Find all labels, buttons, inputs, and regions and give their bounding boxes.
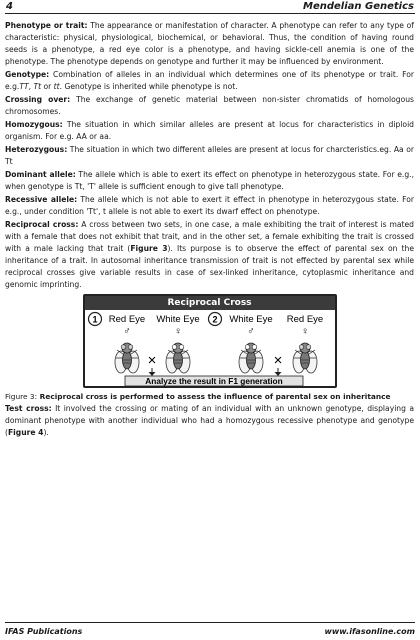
paragraph-heterozygous [5, 144, 414, 168]
genotype-sep-1: , [28, 81, 34, 91]
white-eye-icon [252, 344, 257, 349]
term-homozygous: Homozygous: [5, 119, 63, 129]
white-eye-icon [245, 344, 250, 349]
genotype-example-3: tt [53, 81, 60, 91]
term-heterozygous: Heterozygous: [5, 144, 68, 154]
paragraph-test-cross [5, 403, 414, 439]
genotype-sep-2: or [41, 81, 54, 91]
figure-3-reference: Figure 3 [130, 243, 168, 253]
definition-reciprocal-cross-b: ). Its purpose is to observe the effect of parental sex on the inheritance of a trait. In autosomal inheritance transmission of trait is not effected by parental sex while reciprocal crosses give variable results in case of sex-linked inheritance, cytoplasmic inheritance and genomic imprinting. [5, 243, 414, 289]
set-1-male-label: Red Eye [108, 313, 145, 325]
definition-heterozygous: The situation in which two different alleles are present at locus for charcteristics.eg. Aa or Tt [5, 144, 414, 166]
paragraph-crossing-over [5, 94, 414, 118]
red-eye-icon [299, 344, 304, 349]
definition-genotype-a: Combination of alleles in an individual which determines one of its phenotype or trait. For e.g. [5, 69, 414, 91]
reciprocal-cross-figure [83, 294, 337, 388]
genotype-example-1: TT [19, 81, 29, 91]
definition-test-cross-b: ). [43, 428, 49, 438]
definition-reciprocal-cross-a: A cross between two sets, in one case, a male exhibiting the trait of interest is mated with a female that does not exhibit that trait, and in the other set, a female exhibiting the trait is crossed with a male lacking that trait ( [5, 219, 414, 253]
set-2-male-label: White Eye [228, 313, 273, 325]
term-phenotype: Phenotype or trait: [5, 21, 88, 30]
figure-title: Reciprocal Cross [85, 296, 335, 310]
term-crossing-over: Crossing over: [5, 94, 71, 104]
paragraph-dominant-allele [5, 169, 414, 193]
definition-homozygous: The situation in which similar alleles are present at locus for characteristics in diploid organism. For e.g. AA or aa. [5, 119, 414, 141]
set-2-male-symbol: ♂ [246, 325, 255, 337]
term-reciprocal-cross: Reciprocal cross: [5, 219, 79, 229]
red-eye-icon [306, 344, 311, 349]
set-2-number: 2 [211, 313, 218, 324]
set-1-male-fly [115, 343, 139, 373]
figure-caption [5, 391, 414, 403]
set-2-female-label: Red Eye [286, 313, 323, 325]
set-1-male-symbol: ♂ [122, 325, 131, 337]
definition-phenotype: The appearance or manifestation of character. A phenotype can refer to any type of characteristic: physical, physiological, biochemical, or behavioral. Thus, the condition of having round seeds is a phenotype, a red eye color is a phenotype, and having sickle-cell anemia is one of the phenotype. The phenotype depends on genotype and further it may be influenced by environment. [5, 21, 414, 66]
red-eye-icon [121, 344, 126, 349]
set-2-male-fly [239, 343, 263, 373]
definition-genotype-b: . Genotype is inherited while phenotype is not. [59, 81, 238, 91]
footer-website[interactable]: www.ifasonline.com [324, 627, 415, 636]
set-2-female-symbol: ♀ [300, 325, 309, 337]
paragraph-genotype [5, 69, 414, 93]
running-title: Mendelian Genetics [303, 1, 414, 12]
result-bar-text: Analyze the result in F1 generation [144, 375, 283, 386]
footer-publisher: IFAS Publications [5, 627, 83, 636]
term-dominant-allele: Dominant allele: [5, 169, 76, 179]
set-2-cross-symbol: × [273, 351, 282, 369]
term-test-cross: Test cross: [5, 404, 52, 414]
set-1-female-symbol: ♀ [173, 325, 182, 337]
page-footer [5, 622, 415, 636]
definition-dominant-allele: The allele which is able to exert its effect on phenotype in heterozygous state. For e.g., when genotype is Tt, 'T' allele is sufficient enough to give tall phenotype. [5, 169, 414, 191]
figure-4-reference: Figure 4 [7, 428, 44, 438]
figure-illustration [85, 310, 335, 386]
page-content [5, 20, 414, 440]
paragraph-recessive-allele [5, 194, 414, 218]
definition-crossing-over: The exchange of genetic material between non-sister chromatids of homologous chromosomes. [5, 94, 414, 116]
set-2-female-fly [293, 343, 317, 373]
paragraph-phenotype [5, 20, 414, 68]
white-eye-icon [179, 344, 184, 349]
page-header [5, 0, 415, 14]
figure-caption-label: Figure 3: [5, 391, 38, 401]
definition-recessive-allele: The allele which is not able to exert it effect in phenotype in heterozygous state. For e.g., under condition 'Tt', t allele is not able to exert its dwarf effect on phenotype. [5, 194, 415, 216]
white-eye-icon [172, 344, 177, 349]
red-eye-icon [128, 344, 133, 349]
set-1-number: 1 [91, 313, 98, 324]
paragraph-reciprocal-cross [5, 219, 414, 291]
figure-caption-text: Reciprocal cross is performed to assess the influence of parental sex on inheritance [37, 391, 391, 401]
term-genotype: Genotype: [5, 69, 50, 79]
set-1-cross-symbol: × [147, 351, 156, 369]
paragraph-homozygous [5, 119, 414, 143]
page-number: 4 [6, 1, 13, 12]
set-1-female-fly [166, 343, 190, 373]
term-recessive-allele: Recessive allele: [5, 194, 78, 204]
definition-test-cross-a: It involved the crossing or mating of an individual with an unknown genotype, displaying a dominant phenotype with another individual who had a homozygous recessive phenotype and genotype ( [5, 404, 414, 438]
genotype-example-2: Tt [33, 81, 42, 91]
set-1-female-label: White Eye [155, 313, 200, 325]
